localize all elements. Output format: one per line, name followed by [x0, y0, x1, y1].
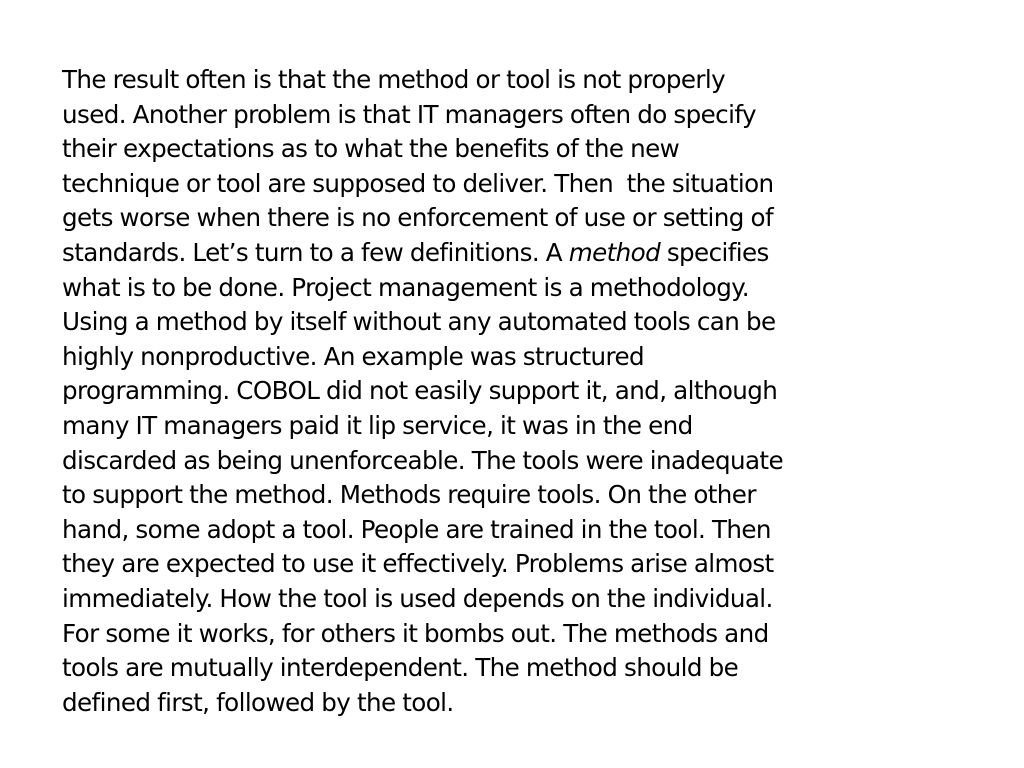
paragraph-line: gets worse when there is no enforcement of use or setting of: [62, 203, 773, 233]
paragraph-line: technique or tool are supposed to deliver. Then the situation: [62, 168, 774, 198]
paragraph-line: hand, some adopt a tool. People are trained in the tool. Then: [62, 514, 771, 544]
paragraph-line: Using a method by itself without any automated tools can be: [62, 307, 776, 337]
emphasized-term: method: [568, 237, 661, 267]
paragraph-line: to support the method. Methods require tools. On the other: [62, 480, 756, 510]
paragraph-line: defined first, followed by the tool.: [62, 687, 454, 717]
paragraph-line: The result often is that the method or tool is not properly: [62, 65, 726, 94]
paragraph-line: programming. COBOL did not easily support it, and, although: [62, 376, 778, 406]
paragraph-line: [62, 236, 962, 271]
paragraph-line: their expectations as to what the benefits of the new: [62, 134, 680, 164]
paragraph-line: used. Another problem is that IT managers often do specify: [62, 99, 756, 129]
line-text-after-emphasis: specifies: [660, 237, 769, 267]
line-text-before-emphasis: standards. Let’s turn to a few definitions. A: [62, 237, 569, 267]
body-paragraph: [62, 63, 962, 720]
paragraph-line: highly nonproductive. An example was structured: [62, 341, 645, 371]
paragraph-line: they are expected to use it effectively. Problems arise almost: [62, 549, 774, 579]
paragraph-line: what is to be done. Project management is a methodology.: [62, 272, 749, 302]
paragraph-line: immediately. How the tool is used depends on the individual.: [62, 583, 773, 613]
paragraph-line: tools are mutually interdependent. The method should be: [62, 653, 739, 683]
paragraph-line: For some it works, for others it bombs out. The methods and: [62, 618, 769, 648]
paragraph-line: many IT managers paid it lip service, it was in the end: [62, 410, 693, 440]
paragraph-line: discarded as being unenforceable. The tools were inadequate: [62, 445, 783, 475]
